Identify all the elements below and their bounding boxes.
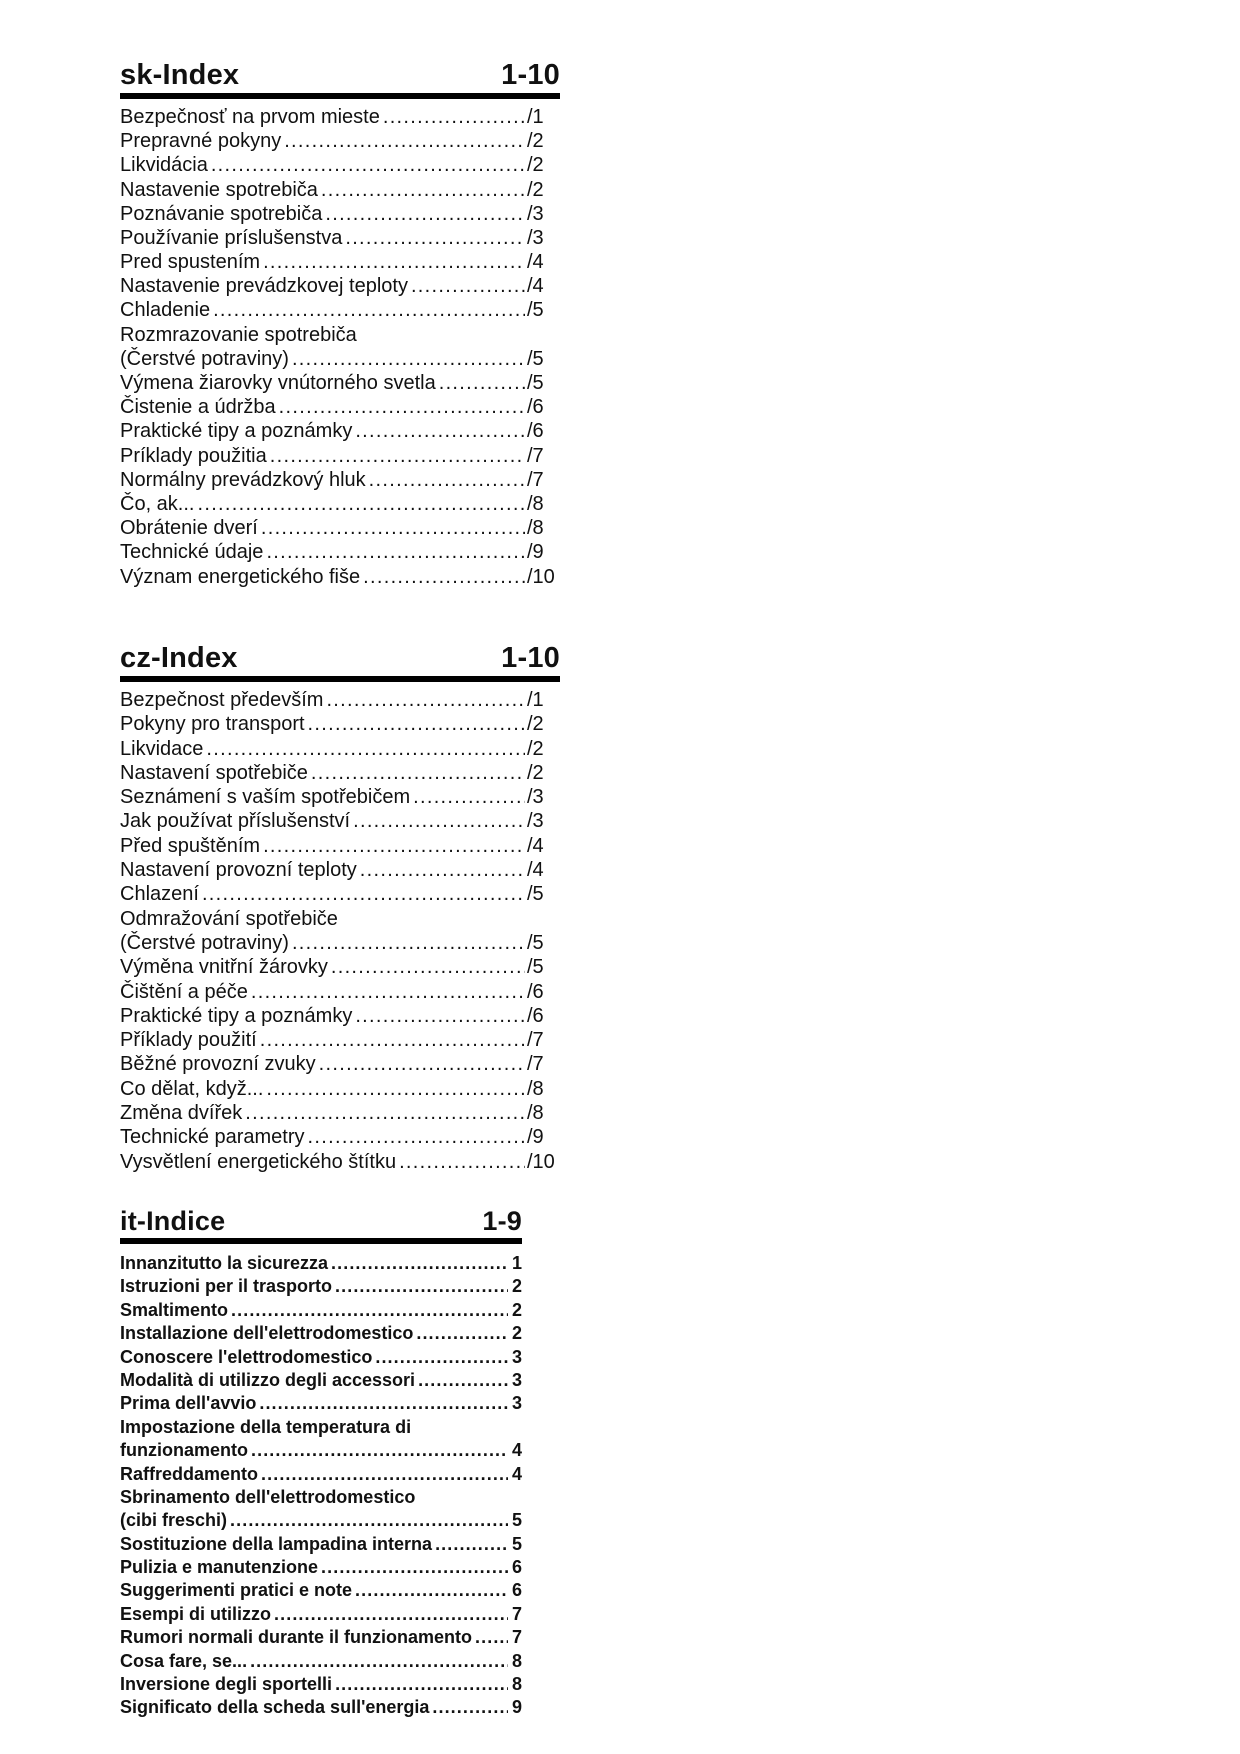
toc-entry-title: Normálny prevádzkový hluk [120,468,366,491]
toc-entry [120,955,560,979]
dot-leader [475,1626,508,1649]
toc-entry [120,516,560,540]
dot-leader [321,1556,508,1579]
toc-entry-page: /4 [527,834,544,857]
toc-entry [120,980,560,1004]
toc-entry [120,1004,560,1028]
toc-entry-page: 1 [511,1252,522,1273]
toc-entry-page: 3 [511,1393,522,1414]
toc-entry-title: Čo, ak... [120,492,195,515]
toc-entry-page: 3 [511,1346,522,1367]
toc-entry-title: Jak používat příslušenství [120,810,351,833]
toc-entry [120,178,560,202]
toc-entry [120,1626,522,1649]
toc-entry-title: Bezpečnost především [120,689,324,711]
section-title: sk-Index [120,59,240,91]
toc-entry [120,1603,522,1626]
toc-entry-page: 4 [511,1463,522,1484]
dot-leader [261,516,525,540]
toc-entry-page: 9 [511,1697,522,1718]
section-header [120,633,560,682]
dot-leader [435,1533,508,1556]
toc-entry [120,834,560,858]
toc-entry-page: /7 [527,468,544,491]
toc-entry [120,395,560,419]
dot-leader [355,1579,508,1602]
toc-entry-page: 7 [511,1603,522,1624]
dot-leader [353,809,525,833]
toc-entry [120,1322,522,1345]
index-section-it [120,1196,522,1720]
toc-list [120,688,560,1174]
dot-leader [331,955,525,979]
toc-entry-title: Příklady použití [120,1029,257,1052]
toc-entry-title: Běžné provozní zvuky [120,1053,316,1076]
toc-entry [120,785,560,809]
toc-entry [120,1346,522,1369]
dot-leader [345,226,525,250]
toc-entry-title: Prima dell'avvio [120,1393,257,1414]
toc-entry [120,1052,560,1076]
toc-entry-page: 4 [511,1440,522,1461]
toc-entry [120,712,560,736]
dot-leader [263,834,525,858]
section-page-range: 1-10 [501,59,560,91]
dot-leader [284,129,525,153]
dot-leader [360,858,525,882]
toc-entry [120,1299,522,1322]
toc-entry-title: Suggerimenti pratici e note [120,1580,353,1601]
toc-entry-title: Cosa fare, se... [120,1650,248,1671]
toc-entry-page: /5 [527,372,544,395]
toc-entry-title: Pulizia e manutenzione [120,1557,319,1578]
toc-entry-title: (cibi freschi) [120,1510,228,1531]
dot-leader [432,1696,508,1719]
dot-leader [399,1150,525,1174]
section-page-range: 1-9 [482,1206,522,1236]
toc-entry-page: 2 [511,1299,522,1320]
toc-entry-title: Rozmrazovanie spotrebiča [120,323,357,346]
dot-leader [213,298,525,322]
toc-entry [120,858,560,882]
toc-entry-title: Nastavení provozní teploty [120,859,357,882]
section-page-range: 1-10 [501,642,560,674]
dot-leader [259,1392,508,1415]
toc-entry-page: /4 [527,859,544,882]
toc-entry-title: Praktické tipy a poznámky [120,1004,353,1027]
toc-entry [120,226,560,250]
dot-leader [331,1252,508,1275]
toc-entry-page: /2 [527,154,544,177]
dot-leader [266,1077,525,1101]
toc-entry [120,1392,522,1415]
section-title: cz-Index [120,642,238,674]
dot-leader [230,1509,508,1532]
toc-entry [120,250,560,274]
dot-leader [439,371,525,395]
toc-entry-page: 5 [511,1533,522,1554]
dot-leader [292,931,525,955]
toc-entry [120,274,560,298]
toc-entry-page: /2 [527,130,544,153]
toc-entry [120,1509,522,1532]
toc-entry-title: Pred spustením [120,251,261,274]
toc-entry-page: /8 [527,1102,544,1125]
toc-entry [120,931,560,955]
dot-leader [251,1439,508,1462]
dot-leader [319,1052,525,1076]
toc-entry-title: Sostituzione della lampadina interna [120,1533,433,1554]
toc-entry-title: Chladenie [120,299,211,322]
toc-entry-title: Význam energetického fiše [120,565,361,588]
dot-leader [325,202,525,226]
toc-entry [120,688,560,712]
toc-entry-title: Rumori normali durante il funzionamento [120,1627,473,1648]
toc-entry [120,1556,522,1579]
toc-entry [120,1673,522,1696]
toc-entry-page: /5 [527,883,544,906]
toc-entry-title: Změna dvířek [120,1102,243,1125]
dot-leader [245,1101,525,1125]
dot-leader [416,1322,508,1345]
toc-entry-title: Nastavenie prevádzkovej teploty [120,275,408,298]
toc-entry [120,419,560,443]
toc-entry-page: /5 [527,931,544,954]
toc-entry [120,907,560,931]
toc-entry-title: funzionamento [120,1440,248,1461]
toc-entry [120,1101,560,1125]
toc-entry [120,153,560,177]
dot-leader [311,761,525,785]
toc-entry [120,1696,522,1719]
toc-entry-page: 6 [511,1580,522,1601]
dot-leader [197,492,525,516]
toc-entry [120,202,560,226]
toc-entry-title: Conoscere l'elettrodomestico [120,1346,373,1367]
toc-entry-page: /3 [527,226,544,249]
toc-entry-title: Likvidácia [120,154,208,177]
toc-entry [120,1028,560,1052]
dot-leader [274,1603,508,1626]
dot-leader [355,1004,525,1028]
dot-leader [413,785,525,809]
toc-entry-title: (Čerstvé potraviny) [120,347,289,370]
toc-entry-page: 6 [511,1557,522,1578]
dot-leader [270,444,525,468]
dot-leader [279,395,525,419]
toc-entry-page: /10 [527,1150,555,1173]
toc-entry-page: 8 [511,1674,522,1695]
dot-leader [202,882,525,906]
toc-entry-title: Innanzitutto la sicurezza [120,1252,329,1273]
toc-entry [120,1486,522,1509]
section-title: it-Indice [120,1206,226,1236]
toc-entry [120,1369,522,1392]
toc-entry-page: /6 [527,980,544,1003]
toc-entry-title: Výmena žiarovky vnútorného svetla [120,372,436,395]
dot-leader [335,1673,508,1696]
toc-entry-page: /8 [527,1077,544,1100]
dot-leader [369,468,525,492]
toc-entry-title: Bezpečnosť na prvom mieste [120,105,380,128]
toc-entry-page: /6 [527,420,544,443]
toc-entry-title: Inversione degli sportelli [120,1674,333,1695]
toc-entry-page: 2 [511,1323,522,1344]
toc-entry-page: /3 [527,786,544,809]
toc-list [120,1252,522,1720]
toc-entry-page: /9 [527,541,544,564]
dot-leader [308,1125,525,1149]
toc-entry [120,540,560,564]
dot-leader [206,737,525,761]
toc-entry-title: Poznávanie spotrebiča [120,202,323,225]
dot-leader [326,688,525,712]
toc-entry-page: /7 [527,1029,544,1052]
toc-entry-title: Co dělat, když... [120,1077,264,1100]
toc-entry-page: /6 [527,396,544,419]
toc-entry-title: Obrátenie dverí [120,517,258,540]
toc-entry-page: /2 [527,178,544,201]
section-header [120,1196,522,1244]
toc-list [120,105,560,589]
toc-entry [120,1439,522,1462]
toc-entry-page: /2 [527,761,544,784]
toc-entry [120,1416,522,1439]
dot-leader [308,712,525,736]
toc-entry [120,129,560,153]
toc-entry-title: Technické parametry [120,1126,305,1149]
toc-entry [120,1463,522,1486]
toc-entry-page: /3 [527,202,544,225]
toc-entry-title: Čištění a péče [120,980,248,1003]
dot-leader [411,274,525,298]
toc-entry [120,371,560,395]
section-header [120,50,560,99]
toc-entry-title: Likvidace [120,737,204,760]
toc-entry-title: Praktické tipy a poznámky [120,420,353,443]
toc-entry-page: /6 [527,1004,544,1027]
toc-entry-title: Smaltimento [120,1299,229,1320]
toc-entry-title: Vysvětlení energetického štítku [120,1150,397,1173]
toc-entry-page: 3 [511,1369,522,1390]
toc-entry [120,1650,522,1673]
toc-entry-title: Seznámení s vaším spotřebičem [120,786,411,809]
toc-entry-title: Používanie príslušenstva [120,226,343,249]
dot-leader [335,1275,508,1298]
toc-entry-page: /2 [527,713,544,736]
toc-entry-title: Prepravné pokyny [120,130,282,153]
toc-entry-title: Modalità di utilizzo degli accessori [120,1369,416,1390]
toc-entry-page: /1 [527,105,544,128]
toc-entry-title: Príklady použitia [120,444,267,467]
dot-leader [383,105,525,129]
dot-leader [363,565,525,589]
toc-entry-title: Čistenie a údržba [120,396,276,419]
dot-leader [263,250,525,274]
toc-entry-page: /5 [527,956,544,979]
toc-entry [120,882,560,906]
toc-entry-title: Pokyny pro transport [120,713,305,736]
toc-entry [120,347,560,371]
toc-entry-title: Raffreddamento [120,1463,259,1484]
toc-entry-page: /9 [527,1126,544,1149]
toc-entry [120,761,560,785]
dot-leader [250,1650,508,1673]
toc-entry [120,468,560,492]
toc-entry-page: 2 [511,1276,522,1297]
dot-leader [292,347,525,371]
toc-entry [120,105,560,129]
toc-entry-title: Výměna vnitřní žárovky [120,956,328,979]
dot-leader [251,980,525,1004]
dot-leader [321,178,525,202]
dot-leader [261,1463,508,1486]
toc-entry-page: /8 [527,517,544,540]
toc-entry-page: /10 [527,565,555,588]
toc-entry [120,492,560,516]
toc-entry [120,1275,522,1298]
index-section-cz [120,633,560,1174]
toc-entry-title: Nastavenie spotrebiča [120,178,318,201]
toc-entry-title: Impostazione della temperatura di [120,1416,412,1437]
dot-leader [260,1028,525,1052]
toc-entry-page: /3 [527,810,544,833]
toc-entry [120,1533,522,1556]
dot-leader [418,1369,508,1392]
toc-entry [120,1150,560,1174]
toc-entry [120,565,560,589]
dot-leader [375,1346,508,1369]
dot-leader [355,419,525,443]
toc-entry-page: /7 [527,1053,544,1076]
toc-entry-page: /2 [527,737,544,760]
toc-entry-title: Nastavení spotřebiče [120,761,308,784]
toc-entry-title: Sbrinamento dell'elettrodomestico [120,1486,416,1507]
dot-leader [266,540,525,564]
toc-entry-page: /8 [527,492,544,515]
toc-entry-page: 8 [511,1650,522,1671]
toc-entry [120,444,560,468]
toc-entry-page: 7 [511,1627,522,1648]
toc-entry [120,323,560,347]
toc-entry [120,809,560,833]
toc-entry-title: Technické údaje [120,541,264,564]
toc-entry [120,1579,522,1602]
toc-entry [120,737,560,761]
toc-entry [120,1125,560,1149]
toc-entry-title: Esempi di utilizzo [120,1603,272,1624]
toc-entry-page: /5 [527,299,544,322]
toc-entry-page: /4 [527,275,544,298]
dot-leader [231,1299,508,1322]
dot-leader [211,153,525,177]
toc-entry-title: Chlazení [120,883,199,906]
toc-entry-title: Odmražování spotřebiče [120,907,338,930]
toc-entry-page: /1 [527,689,544,711]
toc-entry-title: (Čerstvé potraviny) [120,931,289,954]
toc-entry [120,1252,522,1275]
toc-entry-title: Significato della scheda sull'energia [120,1697,430,1718]
toc-entry-page: 5 [511,1510,522,1531]
toc-entry [120,1077,560,1101]
toc-entry-title: Istruzioni per il trasporto [120,1276,333,1297]
toc-entry-page: /5 [527,347,544,370]
toc-entry-title: Před spuštěním [120,834,261,857]
toc-entry-page: /4 [527,251,544,274]
index-section-sk [120,50,560,589]
toc-entry [120,299,560,323]
toc-entry-page: /7 [527,444,544,467]
toc-entry-title: Installazione dell'elettrodomestico [120,1323,414,1344]
